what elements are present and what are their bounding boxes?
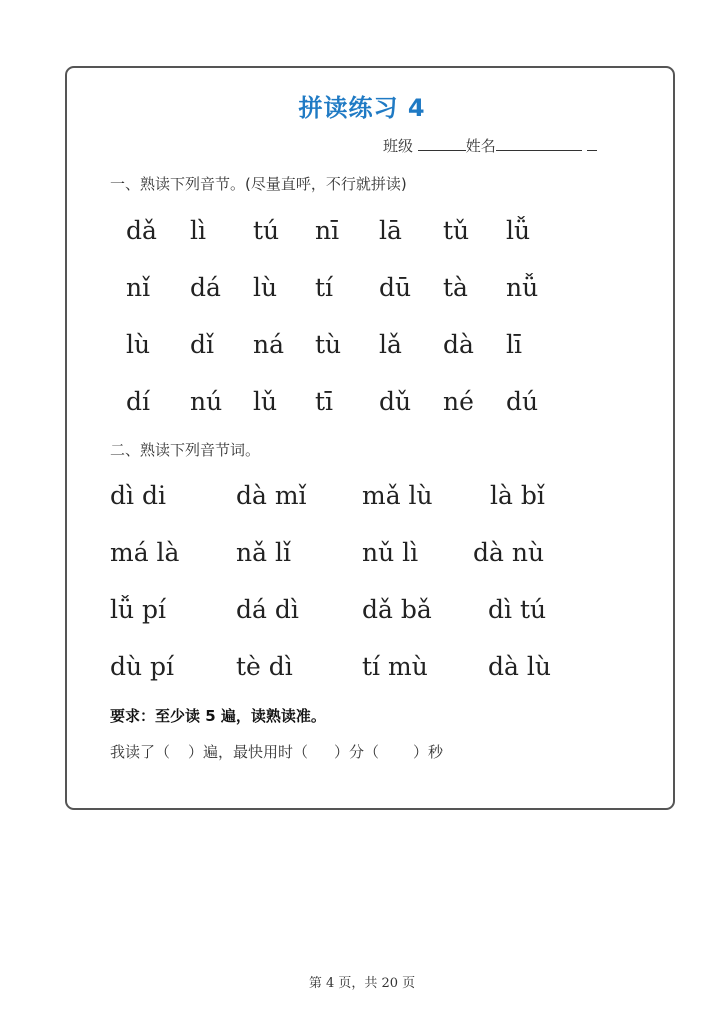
class-label: 班级 [383,137,414,155]
syllable: nǚ [506,273,539,302]
record-text-4: ）秒 [413,743,444,761]
section1-heading: 一、熟读下列音节。(尽量直呼，不行就拼读) [110,175,407,193]
section2-heading: 二、熟读下列音节词。 [110,441,261,459]
pinyin-word: dà lù [488,652,551,681]
pinyin-word: má là [110,538,180,567]
pinyin-word: dà nù [473,538,545,567]
pinyin-word: lǚ pí [110,595,167,624]
syllable: dá [190,273,221,302]
syllable: ná [253,330,285,359]
pinyin-word: nǔ lì [362,538,419,567]
syllable: lǚ [506,216,531,245]
syllable: lù [126,330,151,359]
record-text-3: ）分（ [334,743,380,761]
pinyin-word: dì di [110,481,166,510]
syllable: tù [315,330,342,359]
syllable: né [443,387,474,416]
syllable: dǔ [379,387,412,416]
record-text-1: 我读了（ [110,743,171,761]
name-input-line[interactable] [496,136,582,151]
class-input-line[interactable] [418,136,466,151]
syllable: nú [190,387,223,416]
name-input-line-extra [587,136,597,151]
syllable: nǐ [126,273,151,302]
pinyin-word: nǎ lǐ [236,538,291,567]
syllable: tī [315,387,334,416]
syllable: nī [315,216,340,245]
syllable: dū [379,273,412,302]
syllable: dǐ [190,330,214,359]
pinyin-word: là bǐ [490,481,545,510]
class-name-line [383,135,597,156]
pinyin-word: mǎ lù [362,481,433,510]
syllable: tú [253,216,280,245]
syllable: lǔ [253,387,278,416]
syllable: tǔ [443,216,470,245]
pinyin-word: tí mù [362,652,428,681]
syllable: dǎ [126,216,157,245]
syllable: dà [443,330,474,359]
syllable: lǎ [379,330,402,359]
pinyin-word: dà mǐ [236,481,307,510]
syllable: lī [506,330,522,359]
name-label: 姓名 [465,137,496,155]
pinyin-word: dá dì [236,595,299,624]
record-text-2: ）遍，最快用时（ [188,743,309,761]
pinyin-word: dì tú [488,595,547,624]
syllable: tà [443,273,468,302]
syllable: dí [126,387,150,416]
syllable: lā [379,216,402,245]
syllable: lì [190,216,206,245]
worksheet-title: 拼读练习 4 [298,94,426,122]
pinyin-word: dǎ bǎ [362,595,432,624]
requirement-text: 要求：至少读 5 遍，读熟读准。 [110,707,326,725]
pinyin-word: dù pí [110,652,175,681]
syllable: tí [315,273,334,302]
reading-record [110,741,443,762]
pinyin-word: tè dì [236,652,293,681]
syllable: dú [506,387,539,416]
page-footer: 第 4 页，共 20 页 [308,976,416,991]
syllable: lù [253,273,278,302]
